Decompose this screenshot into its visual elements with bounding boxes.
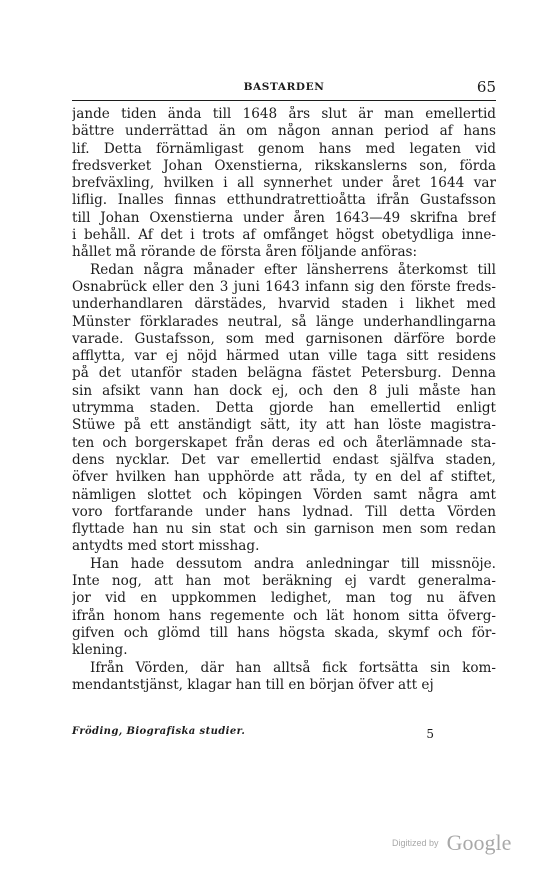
page-header bbox=[72, 78, 496, 100]
text-line: mendantstjänst, klagar han till en början öfver att ej bbox=[72, 676, 434, 693]
text-line: dens nycklar. Det var emellertid endast själfva staden, bbox=[72, 451, 496, 468]
text-line: sin afsikt vann han dock ej, och den 8 juli måste han bbox=[72, 382, 496, 399]
text-line: nämligen slottet och köpingen Vörden samt några amt bbox=[72, 486, 496, 503]
body-text bbox=[72, 106, 496, 694]
text-line: Han hade dessutom andra anledningar till missnöje. bbox=[90, 555, 496, 572]
text-line: lif. Detta förnämligast genom hans med legaten vid bbox=[72, 140, 496, 157]
text-line: voro fortfarande under hans lydnad. Till detta Vörden bbox=[72, 503, 496, 520]
text-line: till Johan Oxenstierna under åren 1643—49 skrifna bref bbox=[72, 209, 496, 226]
text-line: Münster förklarades neutral, så länge underhandlingarna bbox=[72, 313, 496, 330]
text-line: varade. Gustafsson, som med garnisonen därföre borde bbox=[72, 330, 496, 347]
text-line: Inte nog, att han mot beräkning ej vardt generalma- bbox=[72, 573, 496, 590]
text-line: hållet må rörande de första åren följande anföras: bbox=[72, 244, 418, 261]
text-line: på det utanför staden belägna fästet Petersburg. Denna bbox=[72, 365, 496, 382]
header-rule bbox=[72, 100, 496, 101]
google-logo: Google bbox=[446, 830, 512, 855]
text-line: brefväxling, hvilken i all synnerhet under året 1644 var bbox=[72, 175, 496, 192]
footer-citation: Fröding, Biografiska studier. bbox=[72, 726, 246, 737]
text-line: öfver hvilken han upphörde att råda, ty en del af stiftet, bbox=[72, 469, 496, 486]
text-line: ten och borgerskapet från deras ed och återlämnade sta- bbox=[72, 434, 496, 451]
text-line: afflytta, var ej nöjd härmed utan ville taga sitt residens bbox=[72, 348, 496, 365]
digitized-watermark bbox=[392, 830, 511, 856]
text-line: antydts med stort misshag. bbox=[72, 538, 260, 555]
page-number: 65 bbox=[476, 78, 496, 96]
watermark-prefix: Digitized by bbox=[392, 838, 439, 848]
text-line: Redan några månader efter länsherrens återkomst till bbox=[90, 261, 496, 278]
signature-mark: 5 bbox=[426, 727, 434, 741]
text-line: ifrån honom hans regemente och lät honom sitta öfverg- bbox=[72, 607, 496, 624]
text-line: bättre underrättad än om någon annan period af hans bbox=[72, 123, 496, 140]
text-line: underhandlaren därstädes, hvarvid staden i likhet med bbox=[72, 296, 496, 313]
text-line: gifven och glömd till hans högsta skada, skymf och för- bbox=[72, 624, 496, 641]
text-line: Ifrån Vörden, där han alltså fick fortsätta sin kom- bbox=[90, 659, 496, 676]
running-title: BASTARDEN bbox=[243, 81, 325, 93]
text-line: Osnabrück eller den 3 juni 1643 infann sig den förste freds- bbox=[72, 278, 496, 295]
text-line: klening. bbox=[72, 642, 128, 659]
text-line: jande tiden ända till 1648 års slut är man emellertid bbox=[72, 106, 496, 122]
text-line: flyttade han nu sin stat och sin garnison men som redan bbox=[72, 521, 496, 538]
text-line: liflig. Inalles finnas etthundratrettioåtta ifrån Gustafsson bbox=[72, 192, 496, 209]
text-line: jor vid en uppkommen ledighet, man tog nu äfven bbox=[72, 590, 496, 607]
text-line: Stüwe på ett anständigt sätt, ity att han löste magistra- bbox=[72, 417, 496, 434]
text-line: utrymma staden. Detta gjorde han emellertid enligt bbox=[72, 400, 496, 417]
page-footer bbox=[72, 726, 496, 744]
text-line: i behåll. Af det i trots af omfånget högst obetydliga inne- bbox=[72, 227, 496, 244]
text-line: fredsverket Johan Oxenstierna, rikskanslerns son, förda bbox=[72, 157, 496, 174]
